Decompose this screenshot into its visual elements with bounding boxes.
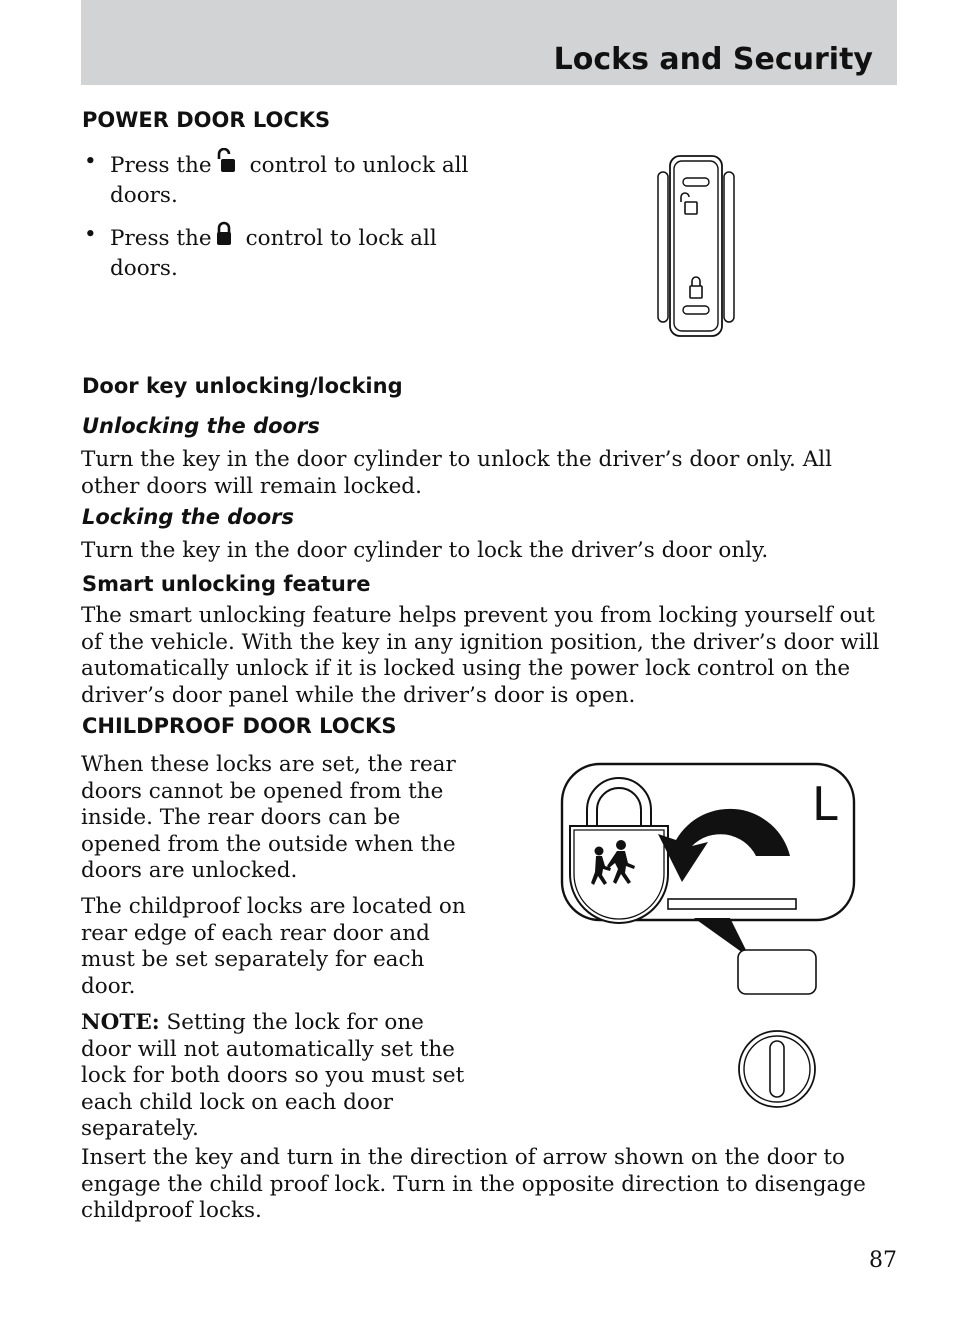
unlocking-doors-heading: Unlocking the doors bbox=[82, 414, 320, 438]
bullet-dot: • bbox=[84, 222, 97, 247]
smart-unlocking-text: The smart unlocking feature helps prevent you from locking yourself out of the vehicle. With the key in any ignition position, the driver’s door will automatically unlock if it is locked using the power lock control on the driver’s door panel while the driver’s door is open. bbox=[81, 603, 880, 708]
direction-letter: L bbox=[812, 777, 838, 831]
childproof-para2: The childproof locks are located on rear edge of each rear door and must be set separately for each door. bbox=[81, 894, 466, 999]
bullet-unlock: • Press the control to unlock all doors. bbox=[84, 149, 469, 208]
childproof-para3: Insert the key and turn in the direction of arrow shown on the door to engage the child proof lock. Turn in the opposite direction to disengage childproof locks. bbox=[81, 1145, 866, 1223]
unlocking-doors-text: Turn the key in the door cylinder to unlock the driver’s door only. All other doors will remain locked. bbox=[81, 447, 832, 499]
power-lock-bullets bbox=[82, 148, 502, 294]
bullet-dot: • bbox=[84, 149, 97, 174]
note-label: NOTE: bbox=[81, 1010, 160, 1035]
door-key-heading: Door key unlocking/locking bbox=[82, 374, 403, 398]
bullet-lock: • Press the control to lock all doors. bbox=[84, 222, 437, 281]
header-bar bbox=[81, 0, 897, 85]
smart-unlocking-heading: Smart unlocking feature bbox=[82, 572, 371, 596]
locked-padlock-icon bbox=[216, 221, 232, 255]
power-door-locks-heading: POWER DOOR LOCKS bbox=[82, 108, 331, 132]
locking-doors-heading: Locking the doors bbox=[82, 505, 294, 529]
note-text: Setting the lock for one door will not automatically set the lock for both doors so you must set each child lock on each door separately. bbox=[81, 1010, 465, 1141]
page-title: Locks and Security bbox=[553, 42, 873, 77]
childproof-note bbox=[81, 1010, 479, 1143]
childproof-lock-illustration bbox=[558, 760, 862, 1116]
power-lock-switch-illustration bbox=[652, 152, 742, 340]
childproof-para1: When these locks are set, the rear doors cannot be opened from the inside. The rear doors can be opened from the outside when the doors are unlocked. bbox=[81, 752, 456, 883]
unlocked-padlock-icon bbox=[216, 148, 236, 182]
key-cylinder-icon bbox=[739, 1031, 815, 1107]
lock-lever bbox=[738, 950, 816, 994]
locking-doors-text: Turn the key in the door cylinder to lock the driver’s door only. bbox=[81, 538, 769, 563]
page-number: 87 bbox=[869, 1248, 897, 1273]
childproof-heading: CHILDPROOF DOOR LOCKS bbox=[82, 714, 397, 738]
